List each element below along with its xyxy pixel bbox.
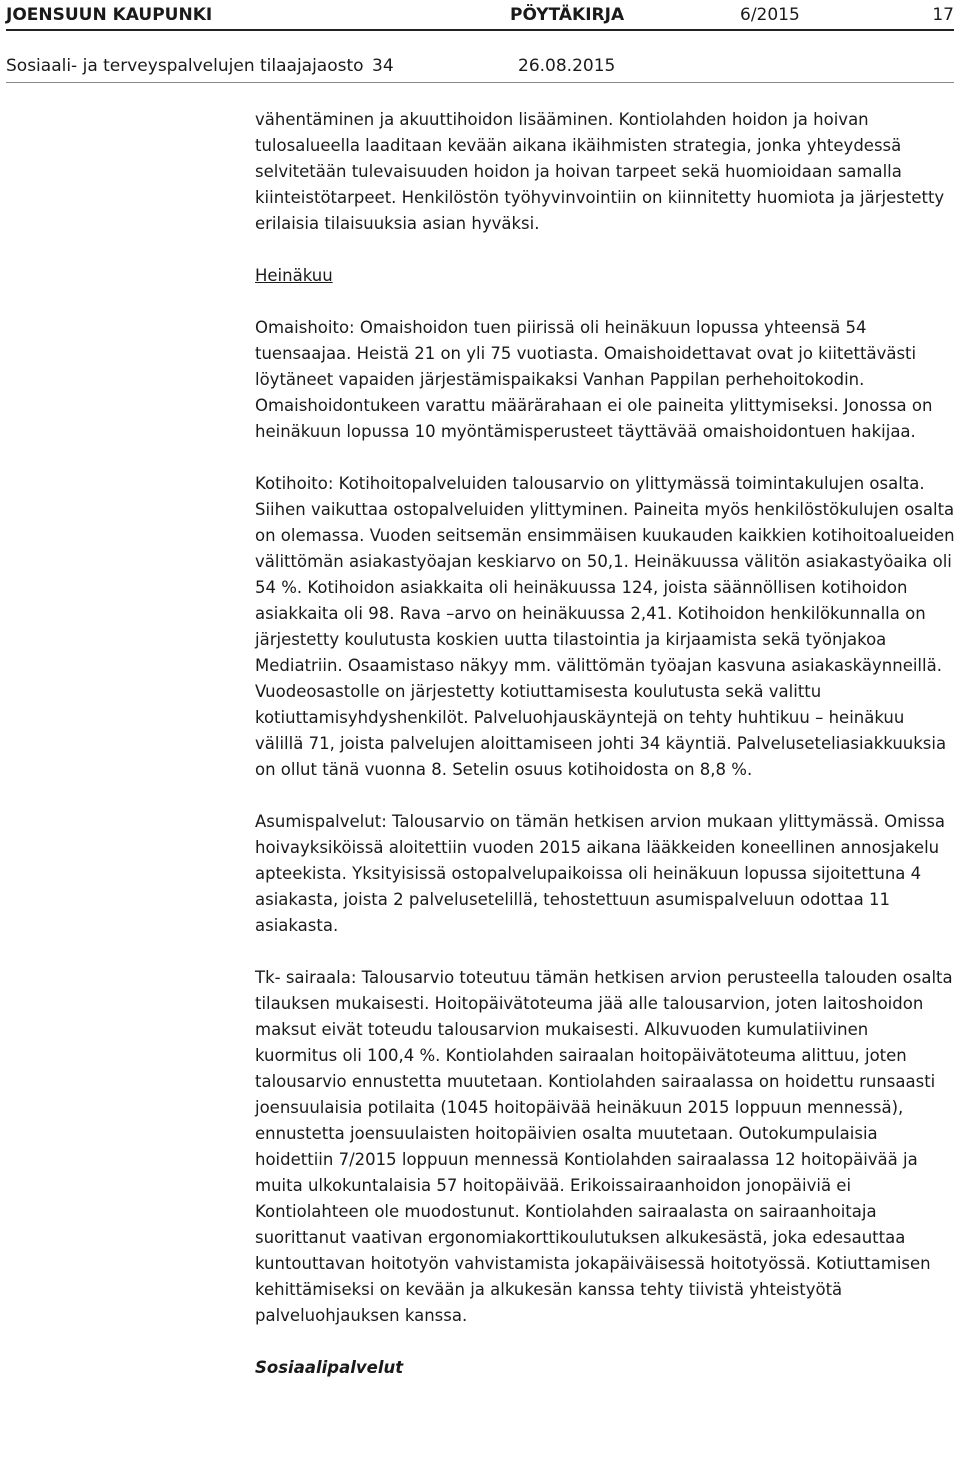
header-top-row xyxy=(6,5,954,29)
document-body xyxy=(255,107,955,1381)
subheading-month: Heinäkuu xyxy=(255,266,333,285)
header-divider xyxy=(6,29,954,31)
paragraph-omaishoito: Omaishoito: Omaishoidon tuen piirissä oli heinäkuun lopussa yhteensä 54 tuensaajaa. Heistä 21 on yli 75 vuotiasta. Omaishoidettavat ovat jo kiitettävästi löytäneet vapaiden järjestämispaikaksi Vanhan Pappilan perhehoitokodin. Omaishoidontukeen varattu määrärahaan ei ole paineita ylittymiseksi. Jonossa on heinäkuun lopussa 10 myöntämisperusteet täyttävää omaishoidontuen hakijaa. xyxy=(255,318,933,441)
page-number: 17 xyxy=(932,5,954,25)
issue-number: 6/2015 xyxy=(740,5,800,25)
paragraph-asumispalvelut: Asumispalvelut: Talousarvio on tämän hetkisen arvion mukaan ylittymässä. Omissa hoivayksiköissä aloitettiin vuoden 2015 aikana lääkkeiden koneellinen annosjakelu apteekista. Yksityisissä ostopalvelupaikoissa oli heinäkuun lopussa sijoitettuna 4 asiakasta, joista 2 palvelusetelillä, tehostettuun asumispalveluun odottaa 11 asiakasta. xyxy=(255,812,946,935)
paragraph-kotihoito: Kotihoito: Kotihoitopalveluiden talousarvio on ylittymässä toimintakulujen osalta. Siihen vaikuttaa ostopalveluiden ylittyminen. Paineita myös henkilöstökulujen osalta on olemassa. Vuoden seitsemän ensimmäisen kuukauden kaikkien kotihoitoalueiden välittömän asiakastyöajan keskiarvo on 50,1. Heinäkuussa välitön asiakastyöaika oli 54 %. Kotihoidon asiakkaita oli heinäkuussa 124, joista säännöllisen kotihoidon asiakkaita oli 98. Rava –arvo on heinäkuussa 2,41. Kotihoidon henkilökunnalla on järjestetty koulutusta koskien uutta tilastointia ja kirjaamista sekä työnjakoa Mediatriin. Osaamistaso näkyy mm. välittömän työajan kasvuna asiakaskäynneillä. Vuodeosastolle on järjestetty kotiuttamisesta koulutusta sekä valittu kotiuttamisyhdyshenkilöt. Palveluohjauskäyntejä on tehty huhtikuu – heinäkuu välillä 71, joista palvelujen aloittamiseen johti 34 käyntiä. Palveluseteliasiakkuuksia on ollut tänä vuonna 8. Setelin osuus kotihoidosta on 8,8 %. xyxy=(255,474,955,779)
header-bottom-row xyxy=(6,56,954,80)
paragraph-strategy: vähentäminen ja akuuttihoidon lisääminen. Kontiolahden hoidon ja hoivan tulosalueella laaditaan kevään aikana ikäihmisten strategia, jonka yhteydessä selvitetään tulevaisuuden hoidon ja hoivan tarpeet sekä huomioidaan samalla kiinteistötarpeet. Henkilöstön työhyvinvointiin on kiinnitetty huomiota ja järjestetty erilaisia tilaisuuksia asian hyväksi. xyxy=(255,110,945,233)
header-bottom-divider xyxy=(6,82,954,83)
section-number: 34 xyxy=(372,56,394,76)
section-title: Sosiaalipalvelut xyxy=(255,1358,404,1377)
document-type: PÖYTÄKIRJA xyxy=(510,5,625,25)
paragraph-tk-sairaala: Tk- sairaala: Talousarvio toteutuu tämän hetkisen arvion perusteella talouden osalta tilauksen mukaisesti. Hoitopäivätoteuma jää alle talousarvion, joten laitoshoidon maksut eivät toteudu talousarvion mukaisesti. Alkuvuoden kumulatiivinen kuormitus oli 100,4 %. Kontiolahden sairaalan hoitopäivätoteuma alittuu, joten talousarvio ennustetta muutetaan. Kontiolahden sairaalassa on hoidettu runsaasti joensuulaisia potilaita (1045 hoitopäivää heinäkuun 2015 loppuun mennessä), ennustetta joensuulaisten hoitopäivien osalta muutetaan. Outokumpulaisia hoidettiin 7/2015 loppuun mennessä Kontiolahden sairaalassa 12 hoitopäivää ja muita ulkokuntalaisia 57 hoitopäivää. Erikoissairaanhoidon jonopäiviä ei Kontiolahteen ole muodostunut. Kontiolahden sairaalasta on sairaanhoitaja suorittanut vaativan ergonomiakorttikoulutuksen alkukesästä, joka edesauttaa kuntouttavan hoitotyön vahvistamista jokapäiväisessä hoitotyössä. Kotiuttamisen kehittämiseksi on kevään ja alkukesän kanssa tehty tiivistä yhteistyötä palveluohjauksen kanssa. xyxy=(255,968,953,1325)
meeting-date: 26.08.2015 xyxy=(518,56,616,76)
committee-name: Sosiaali- ja terveyspalvelujen tilaajajaosto xyxy=(6,56,364,76)
organization-name: JOENSUUN KAUPUNKI xyxy=(6,5,213,25)
